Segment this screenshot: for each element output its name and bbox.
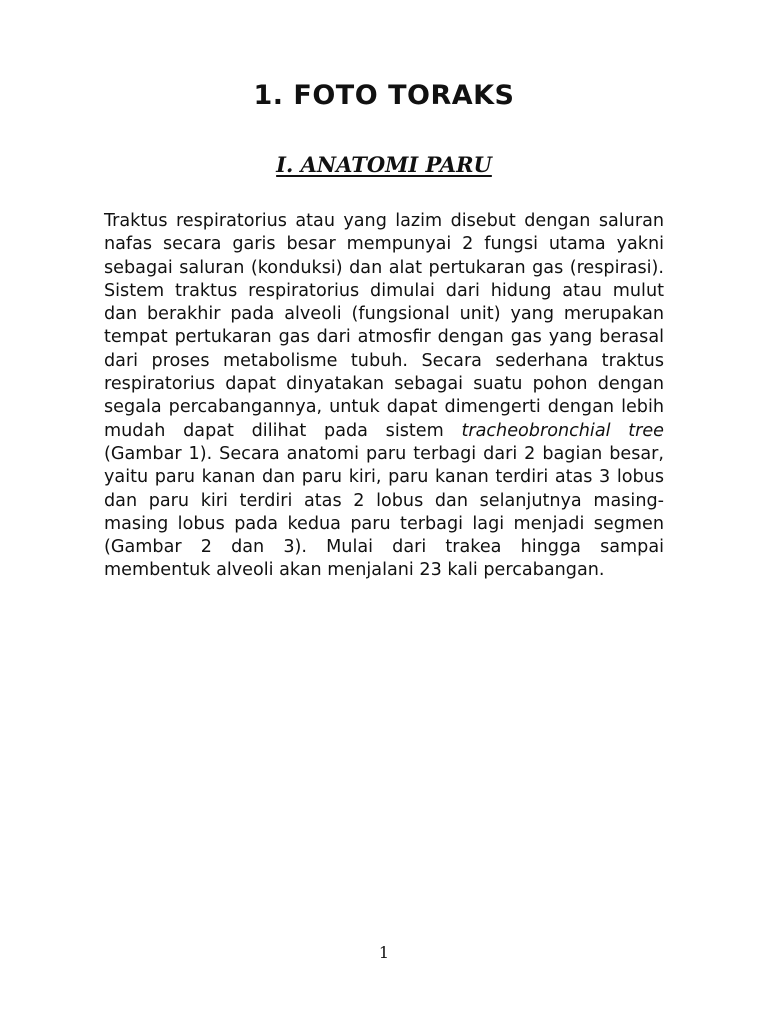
section-heading (0, 152, 768, 177)
section-heading-text: I. ANATOMI PARU (276, 152, 492, 177)
page-title: 1. FOTO TORAKS (253, 80, 515, 111)
body-paragraph (104, 210, 664, 583)
paragraph-part-2: (Gambar 1). Secara anatomi paru terbagi dari 2 bagian besar, yaitu paru kanan dan paru kiri, paru kanan terdiri atas 3 lobus dan paru kiri terdiri atas 2 lobus dan selanjutnya masing-masing lobus pada kedua paru terbagi lagi menjadi segmen (Gambar 2 dan 3). Mulai dari trakea hingga sampai membentuk alveoli akan menjalani 23 kali percabangan. (104, 443, 664, 581)
paragraph-part-1: Traktus respiratorius atau yang lazim disebut dengan saluran nafas secara garis besar mempunyai 2 fungsi utama yakni sebagai saluran (konduksi) dan alat pertukaran gas (respirasi). Sistem traktus respiratorius dimulai dari hidung atau mulut dan berakhir pada alveoli (fungsional unit) yang merupakan tempat pertukaran gas dari atmosfir dengan gas yang berasal dari proses metabolisme tubuh. Secara sederhana traktus respiratorius dapat dinyatakan sebagai suatu pohon dengan segala percabangannya, untuk dapat dimengerti dengan lebih mudah dapat dilihat pada sistem (104, 211, 664, 441)
page-number: 1 (378, 943, 390, 962)
italic-term: tracheobronchial tree (461, 420, 664, 441)
